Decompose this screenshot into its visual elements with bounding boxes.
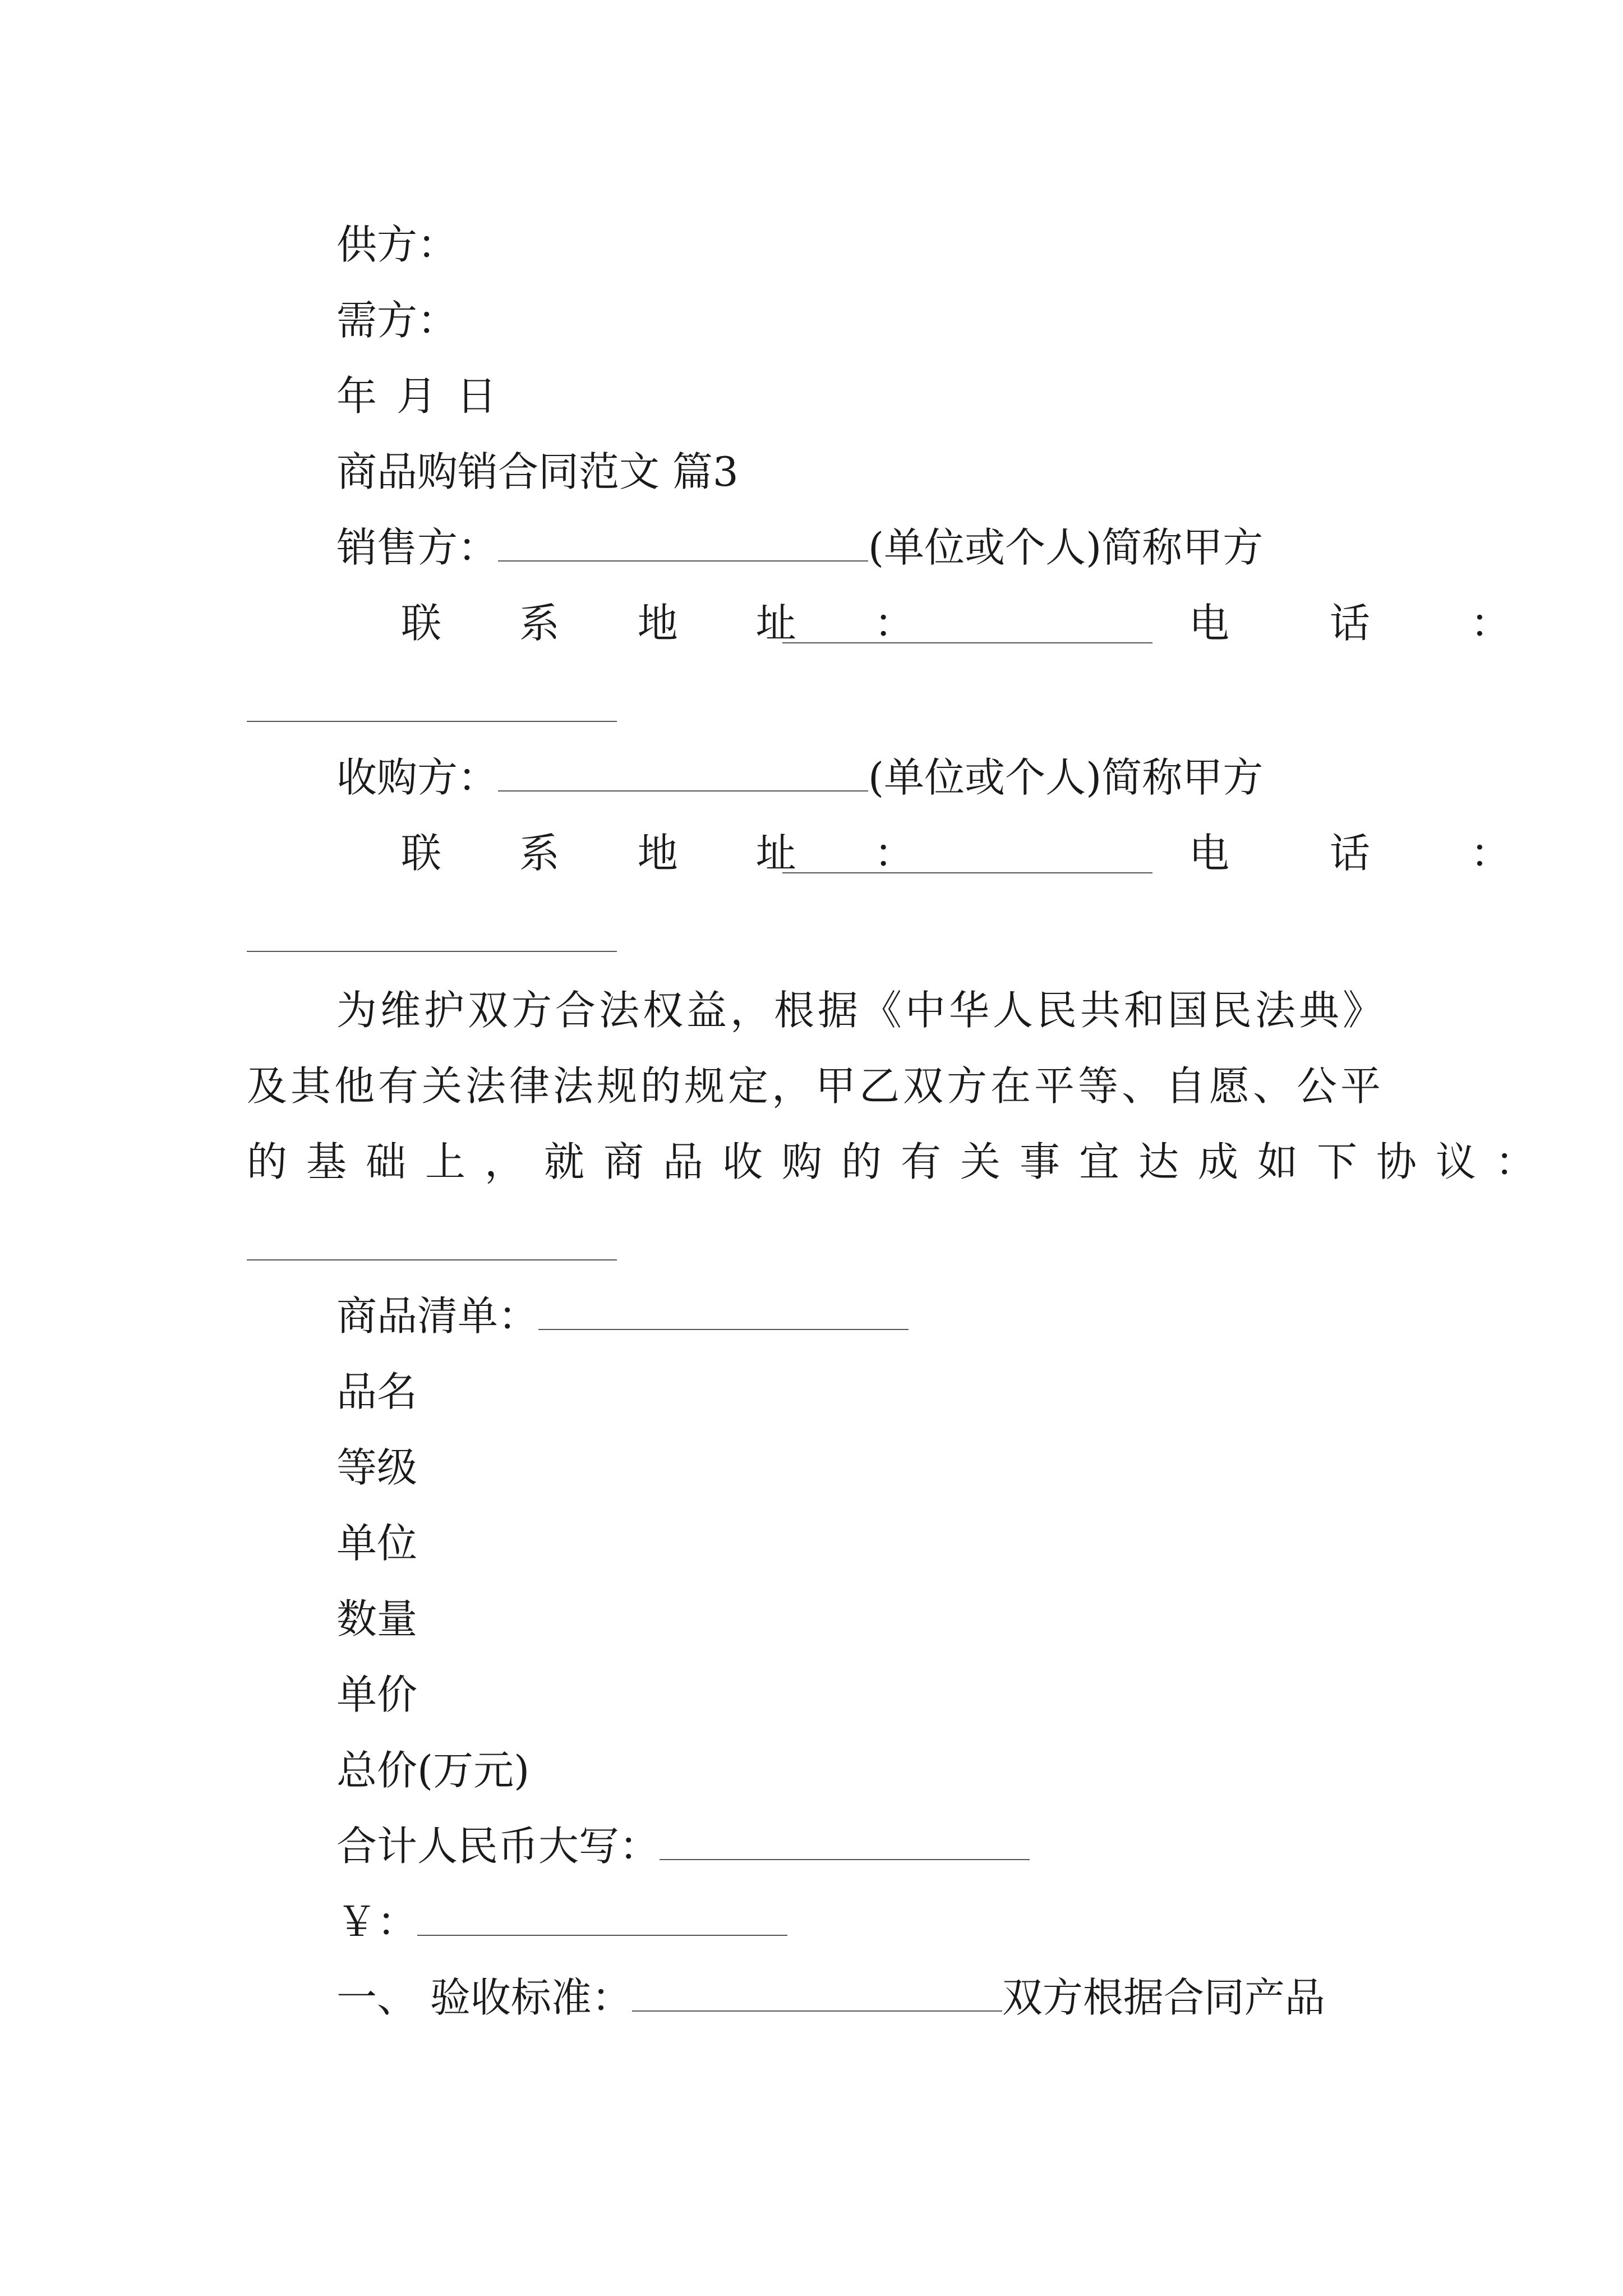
purchaser-blank xyxy=(498,758,868,792)
date-line: 年 月 日 xyxy=(336,372,500,420)
goods-list-label: 商品清单： xyxy=(336,1292,539,1340)
acceptance-suffix: 双方根据合同产品 xyxy=(1002,1974,1325,2021)
phone-2-label: 电 话 ： xyxy=(1189,830,1555,877)
seller-label: 销售方： xyxy=(336,524,499,571)
contact-address-2-label: 联 系 地 址 ： xyxy=(401,830,947,877)
acceptance-line xyxy=(336,1974,1325,2021)
goods-list-line xyxy=(336,1292,909,1340)
paragraph-line-2: 及其他有关法律法规的规定，甲乙双方在平等、自愿、公平 xyxy=(247,1062,1385,1110)
total-rmb-blank xyxy=(660,1826,1030,1860)
purchaser-label: 收购方： xyxy=(336,754,499,801)
section-title: 商品购销合同范文 篇3 xyxy=(336,448,739,495)
paragraph-line-3: 的基础上，就商品收购的有关事宜达成如下协议： xyxy=(247,1138,1555,1185)
contact-address-2-blank xyxy=(782,872,1152,873)
seller-line xyxy=(336,524,1264,571)
item-unit: 单位 xyxy=(336,1520,418,1567)
yen-line xyxy=(336,1898,787,1945)
acceptance-label: 一、 验收标准： xyxy=(336,1974,632,2021)
paragraph-blank xyxy=(247,1259,617,1260)
yen-label: ￥： xyxy=(336,1898,418,1945)
contact-address-1-blank xyxy=(782,642,1152,643)
contact-address-1-label: 联 系 地 址 ： xyxy=(401,600,947,647)
item-unit-price: 单价 xyxy=(336,1671,418,1718)
buyer-label: 需方： xyxy=(336,297,458,344)
item-name: 品名 xyxy=(336,1368,418,1415)
seller-blank xyxy=(498,528,868,562)
phone-1-blank xyxy=(247,721,617,722)
purchaser-suffix: (单位或个人)简称甲方 xyxy=(868,754,1264,801)
item-grade: 等级 xyxy=(336,1444,418,1491)
phone-1-label: 电 话 ： xyxy=(1189,600,1555,647)
yen-blank xyxy=(417,1902,787,1936)
paragraph-line-1: 为维护双方合法权益，根据《中华人民共和国民法典》 xyxy=(336,987,1387,1034)
goods-list-blank xyxy=(538,1296,909,1330)
acceptance-blank xyxy=(632,1978,1002,2012)
item-total: 总价(万元) xyxy=(336,1747,530,1794)
supplier-label: 供方： xyxy=(336,221,458,268)
total-rmb-line xyxy=(336,1823,1030,1870)
phone-2-blank xyxy=(247,951,617,952)
total-rmb-label: 合计人民币大写： xyxy=(336,1823,660,1870)
item-quantity: 数量 xyxy=(336,1595,418,1642)
purchaser-line xyxy=(336,754,1264,801)
seller-suffix: (单位或个人)简称甲方 xyxy=(868,524,1264,571)
